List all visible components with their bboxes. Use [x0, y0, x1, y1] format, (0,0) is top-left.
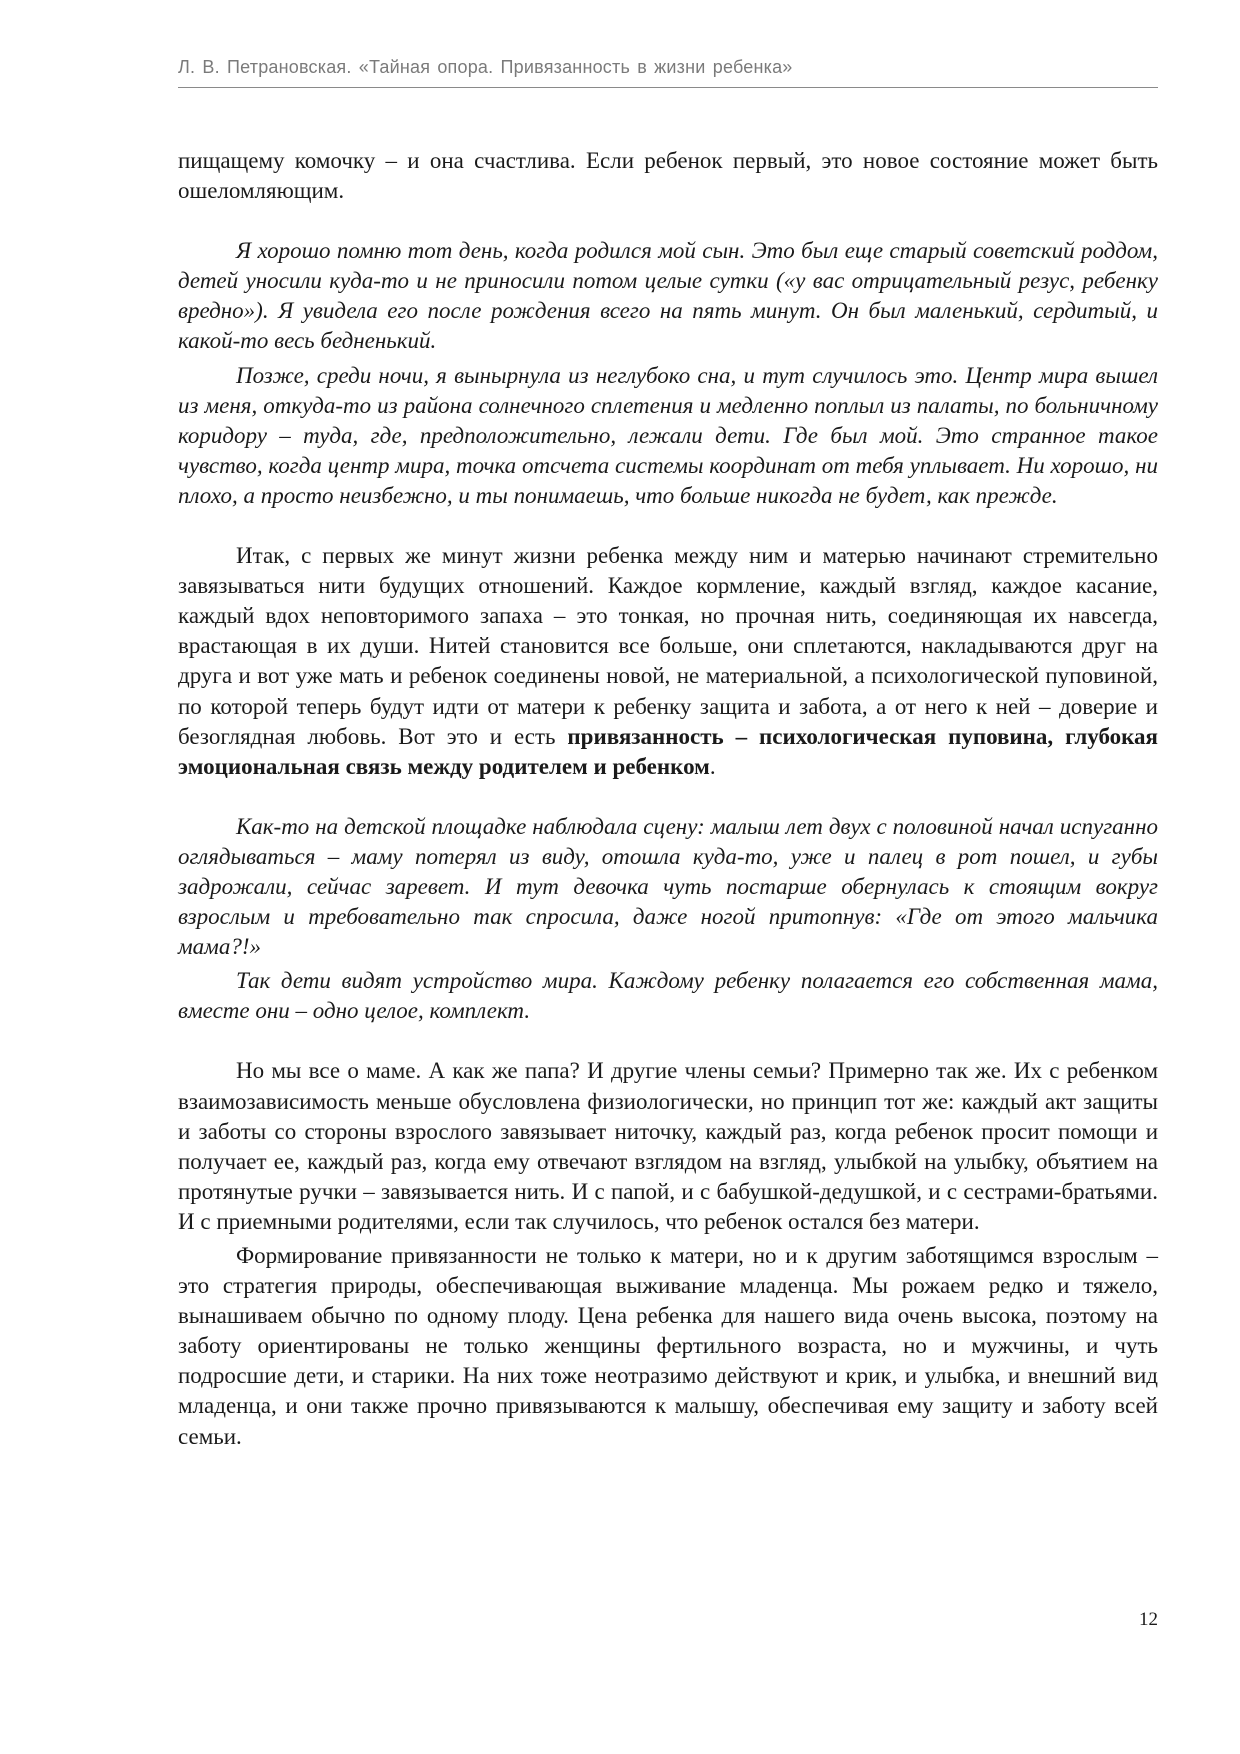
body-text — [178, 146, 1158, 1452]
running-header: Л. В. Петрановская. «Тайная опора. Привязанность в жизни ребенка» — [178, 57, 793, 77]
attachment-definition-bold: привязанность – психологическая пуповина, глубокая эмоциональная связь между родителем и ребенком — [178, 723, 1159, 779]
quote-paragraph-night: Позже, среди ночи, я вынырнула из неглубоко сна, и тут случилось это. Центр мира вышел из меня, откуда-то из района солнечного сплетения и медленно поплыл из палаты, по больничному коридору – туда, где, предположительно, лежали дети. Где был мой. Это странное такое чувство, когда центр мира, точка отсчета системы координат от тебя уплывает. Ни хорошо, ни плохо, а просто неизбежно, и ты понимаешь, что больше никогда не будет, как прежде. — [178, 362, 1158, 508]
paragraph-nature-strategy: Формирование привязанности не только к матери, но и к другим заботящимся взрослым – это стратегия природы, обеспечивающая выживание младенца. Мы рожаем редко и тяжело, вынашиваем обычно по одному плоду. Цена ребенка для нашего вида очень высока, поэтому на заботу ориентированы не только женщины фертильного возраста, но и мужчины, и чуть подросшие дети, и старики. На них тоже неотразимо действуют и крик, и улыбка, и внешний вид младенца, и они также прочно привязываются к малышу, обеспечивая ему защиту и заботу всей семьи. — [178, 1243, 1158, 1449]
paragraph-father-family: Но мы все о маме. А как же папа? И другие члены семьи? Примерно так же. Их с ребенком взаимозависимость меньше обусловлена физиологически, но принцип тот же: каждый акт защиты и заботы со стороны взрослого завязывает ниточку, каждый раз, когда ребенок просит помощи и получает ее, каждый раз, когда ему отвечают взглядом на взгляд, улыбкой на улыбку, объятием на протянутые ручки – завязывается нить. И с папой, и с бабушкой-дедушкой, и с сестрами-братьями. И с приемными родителями, если так случилось, что ребенок остался без матери. — [178, 1058, 1158, 1234]
paragraph-attachment-definition — [178, 541, 1158, 782]
quote-paragraph-playground: Как-то на детской площадке наблюдала сцену: малыш лет двух с половиной начал испуганно оглядываться – маму потерял из виду, отошла куда-то, уже и палец в рот пошел, и губы задрожали, сейчас заревет. И тут девочка чуть постарше обернулась к стоящим вокруг взрослым и требовательно так спросила, даже ногой притопнув: «Где от этого мальчика мама?!» — [178, 813, 1158, 960]
page-number: 12 — [1139, 1609, 1158, 1630]
paragraph-attachment-text: Итак, с первых же минут жизни ребенка между ним и матерью начинают стремительно завязываться нити будущих отношений. Каждое кормление, каждый взгляд, каждое касание, каждый вдох неповторимого запаха – это тонкая, но прочная нить, соединяющая их навсегда, врастающая в их души. Нитей становится все больше, они сплетаются, накладываются друг на друга и вот уже мать и ребенок соединены новой, не материальной, а психологической пуповиной, по которой теперь будут идти от матери к ребенку защита и забота, а от него к ней – доверие и безоглядная любовь. Вот это и есть — [178, 543, 1158, 749]
paragraph-continuation: пищащему комочку – и она счастлива. Если ребенок первый, это новое состояние может быть ошеломляющим. — [178, 148, 1158, 204]
paragraph-attachment-tail: . — [709, 753, 716, 779]
quote-paragraph-birth: Я хорошо помню тот день, когда родился мой сын. Это был еще старый советский роддом, детей уносили куда-то и не приносили потом целые сутки («у вас отрицательный резус, ребенку вредно»). Я увидела его после рождения всего на пять минут. Он был маленький, сердитый, и какой-то весь бедненький. — [178, 238, 1158, 354]
quote-paragraph-world-order: Так дети видят устройство мира. Каждому ребенку полагается его собственная мама, вместе они – одно целое, комплект. — [178, 968, 1158, 1024]
header-rule — [178, 87, 1158, 88]
